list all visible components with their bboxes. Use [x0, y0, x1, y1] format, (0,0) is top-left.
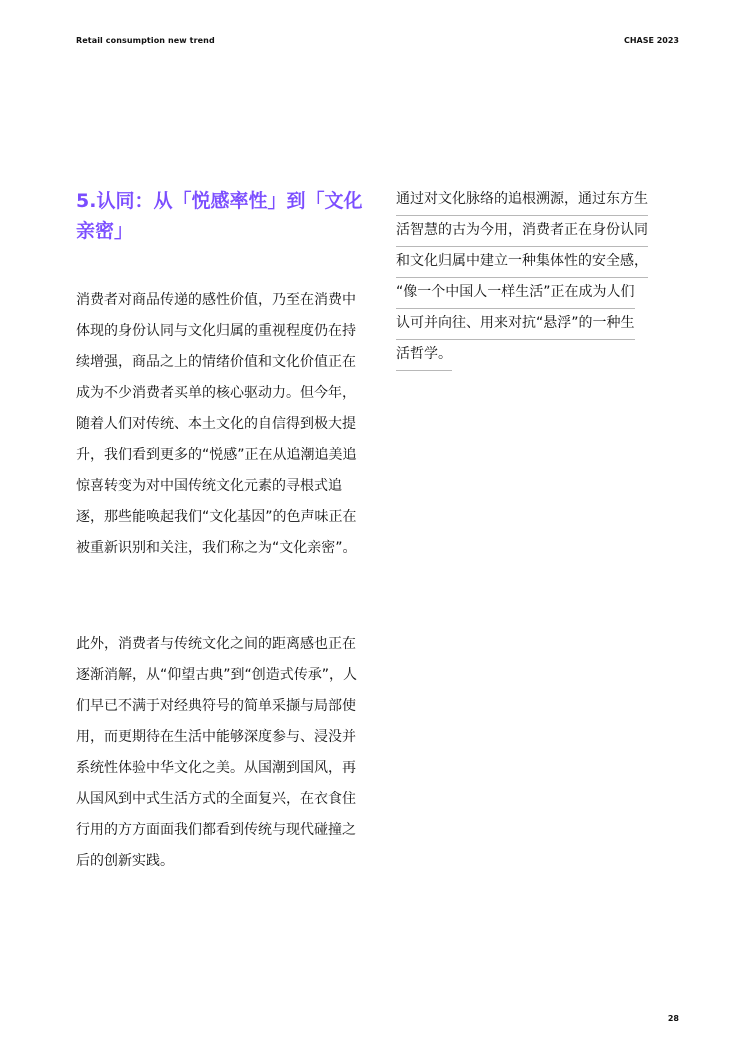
pull-quote	[396, 185, 681, 371]
body-paragraph-1: 消费者对商品传递的感性价值，乃至在消费中体现的身份认同与文化归属的重视程度仍在持续增强，商品之上的情绪价值和文化价值正在成为不少消费者买单的核心驱动力。但今年，随着人们对传统、本土文化的自信得到极大提升，我们看到更多的“悦感”正在从追潮追美追惊喜转变为对中国传统文化元素的寻根式追逐，那些能唤起我们“文化基因”的色声味正在被重新识别和关注，我们称之为“文化亲密”。	[76, 292, 357, 556]
pull-quote-line: “像一个中国人一样生活”正在成为人们	[396, 278, 635, 309]
pull-quote-line: 认可并向往、用来对抗“悬浮”的一种生	[396, 309, 635, 340]
header-report-title: Retail consumption new trend	[76, 36, 215, 45]
header-brand-year: CHASE 2023	[623, 36, 679, 45]
pull-quote-line: 和文化归属中建立一种集体性的安全感，	[396, 247, 648, 278]
pull-quote-line: 活智慧的古为今用，消费者正在身份认同	[396, 216, 648, 247]
pull-quote-line: 通过对文化脉络的追根溯源，通过东方生	[396, 185, 648, 216]
pull-quote-line: 活哲学。	[396, 340, 452, 371]
section-title: 5.认同：从「悦感率性」到「文化亲密」	[76, 190, 363, 242]
page-number: 28	[667, 1014, 679, 1023]
body-paragraph-2: 此外，消费者与传统文化之间的距离感也正在逐渐消解，从“仰望古典”到“创造式传承”，人们早已不满于对经典符号的简单采撷与局部使用，而更期待在生活中能够深度参与、浸没并系统性体验中华文化之美。从国潮到国风，再从国风到中式生活方式的全面复兴，在衣食住行用的方方面面我们都看到传统与现代碰撞之后的创新实践。	[76, 636, 358, 869]
